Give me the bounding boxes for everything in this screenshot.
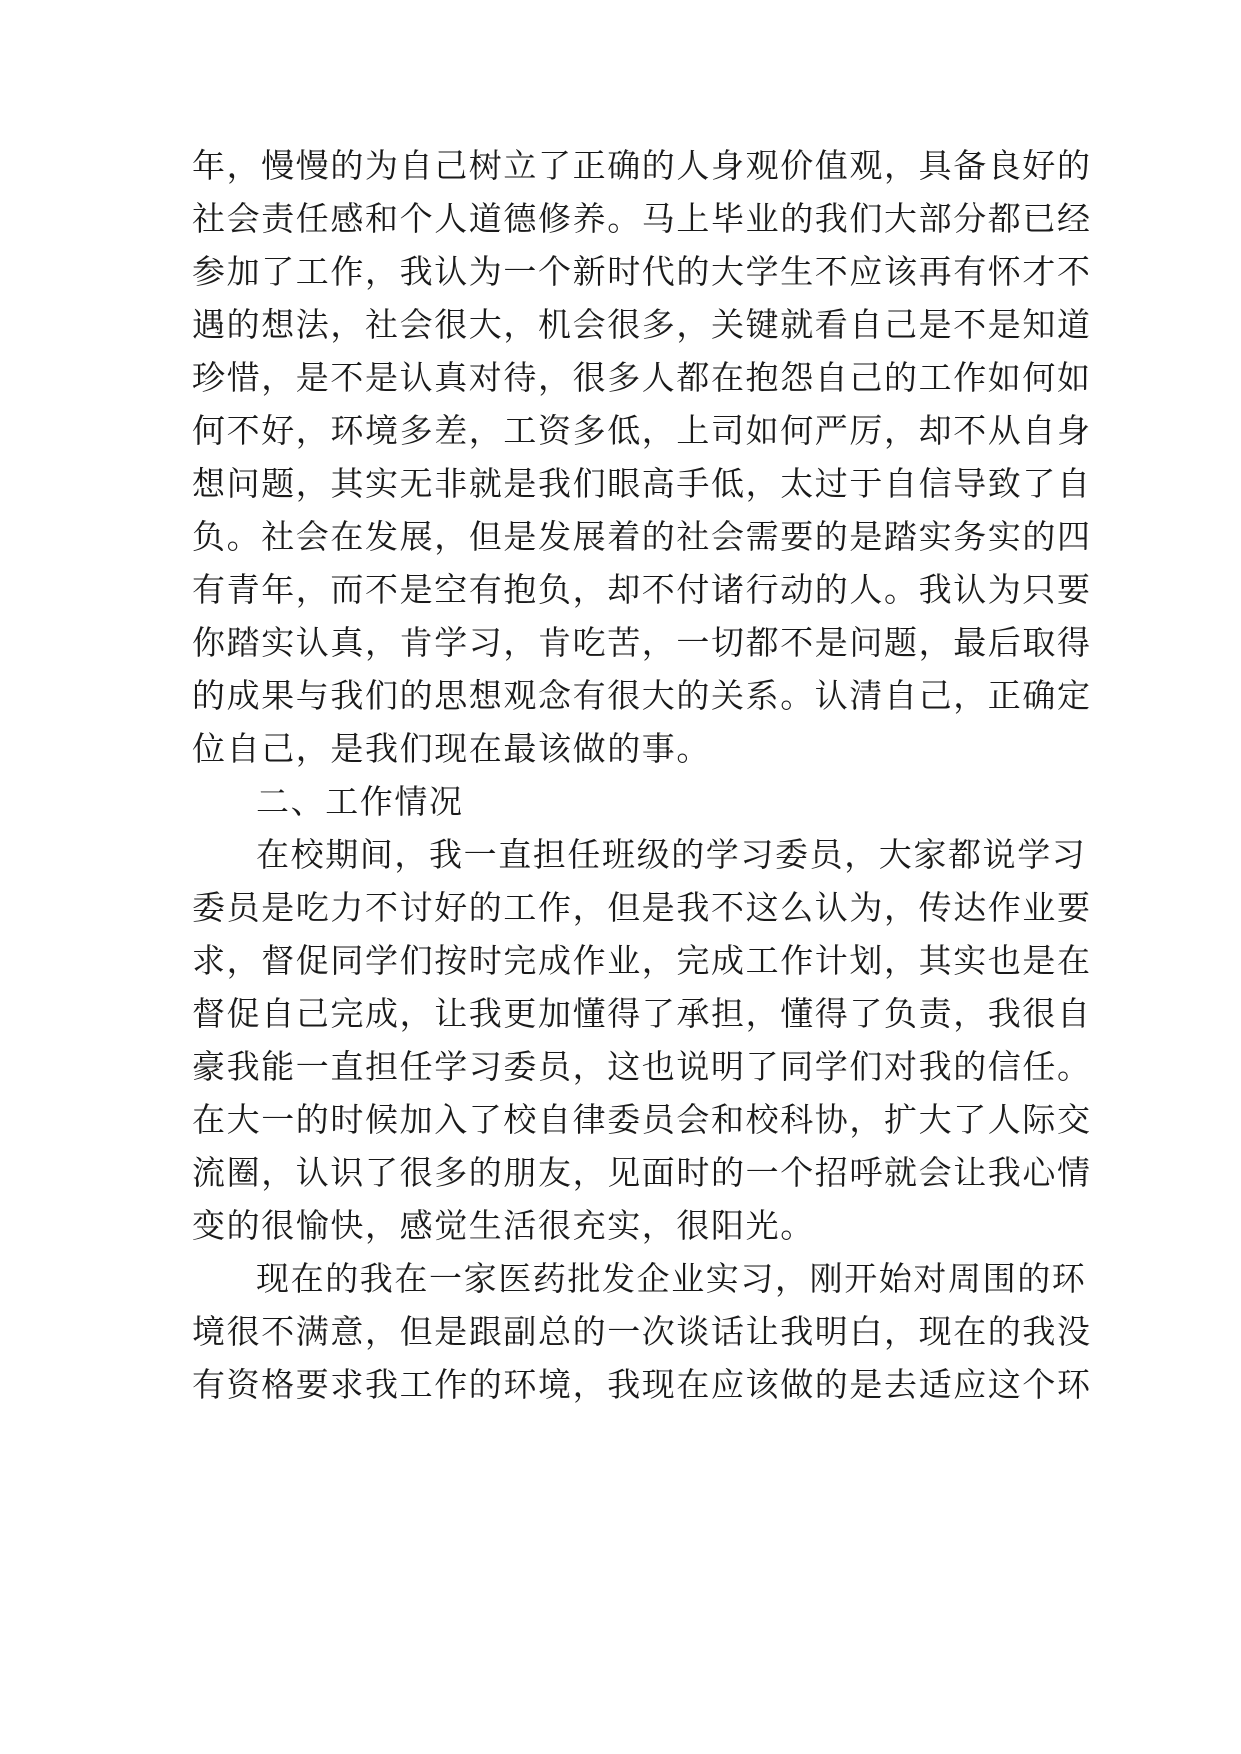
text-line: 珍惜，是不是认真对待，很多人都在抱怨自己的工作如何如: [192, 358, 1092, 397]
text-line: 督促自己完成，让我更加懂得了承担，懂得了负责，我很自: [192, 994, 1092, 1033]
text-line: 豪我能一直担任学习委员，这也说明了同学们对我的信任。: [192, 1047, 1092, 1086]
text-line: 在大一的时候加入了校自律委员会和校科协，扩大了人际交: [192, 1100, 1092, 1139]
text-line: 在校期间，我一直担任班级的学习委员，大家都说学习: [256, 835, 1087, 874]
text-line: 你踏实认真，肯学习，肯吃苦，一切都不是问题，最后取得: [192, 623, 1092, 662]
text-line: 年，慢慢的为自己树立了正确的人身观价值观，具备良好的: [192, 146, 1092, 185]
text-line: 想问题，其实无非就是我们眼高手低，太过于自信导致了自: [192, 464, 1092, 503]
text-line: 负。社会在发展，但是发展着的社会需要的是踏实务实的四: [192, 517, 1092, 556]
text-line: 求，督促同学们按时完成作业，完成工作计划，其实也是在: [192, 941, 1092, 980]
text-line: 现在的我在一家医药批发企业实习，刚开始对周围的环: [256, 1259, 1087, 1298]
text-line: 委员是吃力不讨好的工作，但是我不这么认为，传达作业要: [192, 888, 1092, 927]
text-line: 遇的想法，社会很大，机会很多，关键就看自己是不是知道: [192, 305, 1092, 344]
text-line: 参加了工作，我认为一个新时代的大学生不应该再有怀才不: [192, 252, 1092, 291]
text-line: 变的很愉快，感觉生活很充实，很阳光。: [192, 1206, 815, 1245]
text-line: 流圈，认识了很多的朋友，见面时的一个招呼就会让我心情: [192, 1153, 1092, 1192]
text-line: 境很不满意，但是跟副总的一次谈话让我明白，现在的我没: [192, 1312, 1092, 1351]
text-line: 有资格要求我工作的环境，我现在应该做的是去适应这个环: [192, 1365, 1092, 1404]
text-line: 社会责任感和个人道德修养。马上毕业的我们大部分都已经: [192, 199, 1092, 238]
text-line: 有青年，而不是空有抱负，却不付诸行动的人。我认为只要: [192, 570, 1092, 609]
section-heading: 二、工作情况: [256, 782, 464, 821]
text-line: 位自己，是我们现在最该做的事。: [192, 729, 711, 768]
text-line: 的成果与我们的思想观念有很大的关系。认清自己，正确定: [192, 676, 1092, 715]
text-line: 何不好，环境多差，工资多低，上司如何严厉，却不从自身: [192, 411, 1092, 450]
